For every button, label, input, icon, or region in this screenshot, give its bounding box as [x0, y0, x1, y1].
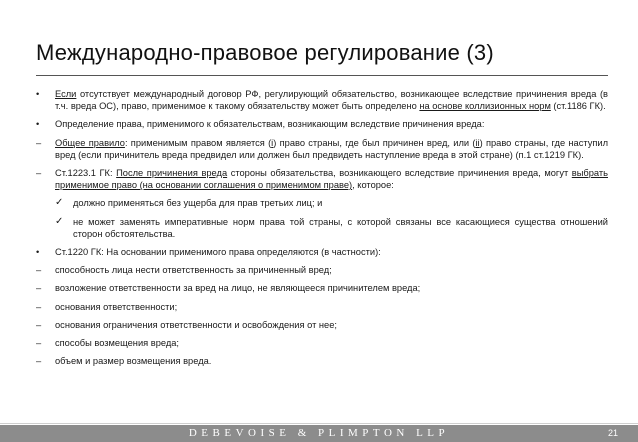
underlined-text: После причинения вреда — [116, 168, 228, 179]
sub-item — [36, 167, 608, 191]
text-run: стороны обязательства, возникающего вследствие причинения вреда, могут — [227, 168, 572, 179]
bullet-item — [36, 88, 608, 112]
text-run: ) право страны, где наступил вред (если причинитель вреда предвидел или должен был предвидеть наступление вреда в этой стране) (п.1 ст.1219 ГК). — [55, 137, 609, 160]
sub-item — [36, 337, 608, 349]
bullet-item — [36, 246, 608, 258]
text-run: объем и размер возмещения вреда. — [55, 356, 212, 367]
text-run: Определение права, применимого к обязательствам, возникающим вследствие причинения вреда: — [55, 119, 485, 130]
bullet-marker: – — [36, 356, 42, 367]
bullet-marker: – — [36, 137, 42, 148]
sub-item — [36, 301, 608, 313]
text-run: не может заменять императивные норм права той страны, с которой связаны все касающиеся существа отношений сторон обстоятельства. — [73, 216, 608, 239]
underlined-text: i — [271, 137, 274, 148]
page-number: 21 — [607, 428, 618, 438]
checkmark-icon: ✓ — [55, 197, 64, 209]
bullet-marker: • — [36, 119, 40, 130]
text-run: основания ответственности; — [55, 301, 178, 312]
bullet-marker: • — [36, 89, 40, 99]
check-item — [36, 216, 608, 240]
underlined-text: Если — [55, 89, 77, 99]
text-run: , которое: — [352, 180, 394, 191]
sub-item — [36, 282, 608, 294]
text-run: (ст.1186 ГК). — [550, 101, 606, 112]
slide-content — [36, 88, 608, 373]
bullet-item — [36, 118, 608, 130]
title-divider — [36, 75, 608, 76]
bullet-marker: • — [36, 247, 40, 258]
sub-item — [36, 137, 608, 161]
text-run: Ст.1223.1 ГК: — [55, 168, 117, 179]
check-item — [36, 197, 608, 209]
underlined-text: Общее правило — [55, 137, 125, 148]
text-run: основания ограничения ответственности и освобождения от нее; — [55, 319, 337, 330]
text-run: способность лица нести ответственность за причиненный вред; — [55, 265, 332, 276]
bullet-marker: – — [36, 283, 42, 294]
sub-item — [36, 319, 608, 331]
checkmark-icon: ✓ — [55, 215, 64, 227]
sub-item — [36, 355, 608, 367]
bullet-marker: – — [36, 338, 42, 349]
text-run: отсутствует международный договор РФ, регулирующий обязательство, возникающее вследствие причинения вреда (в т.ч. вреда ОС), право, применимое к такому обязательству может быть определено — [55, 89, 608, 112]
text-run: ) право страны, где был причинен вред, или ( — [273, 137, 476, 148]
sub-item — [36, 264, 608, 276]
slide-title: Международно-правовое регулирование (3) — [36, 40, 494, 65]
underlined-text: ii — [475, 137, 480, 148]
footer-brand: DEBEVOISE & PLIMPTON LLP — [188, 427, 450, 439]
bullet-marker: – — [36, 319, 42, 330]
underlined-text: на основе коллизионных норм — [419, 101, 551, 112]
footer-divider — [0, 423, 638, 424]
text-run: : применимым правом является ( — [124, 137, 272, 148]
text-run: способы возмещения вреда; — [55, 338, 180, 349]
bullet-marker: – — [36, 265, 42, 276]
bullet-marker: – — [36, 301, 42, 312]
footer-bar — [0, 425, 638, 442]
underlined-text: выбрать применимое право (на основании соглашения о применимом праве) — [55, 168, 608, 191]
text-run: Ст.1220 ГК: На основании применимого права определяются (в частности): — [55, 247, 381, 258]
bullet-marker: – — [36, 168, 42, 179]
text-run: должно применяться без ущерба для прав третьих лиц; и — [73, 198, 323, 209]
text-run: возложение ответственности за вред на лицо, не являющееся причинителем вреда; — [55, 283, 421, 294]
